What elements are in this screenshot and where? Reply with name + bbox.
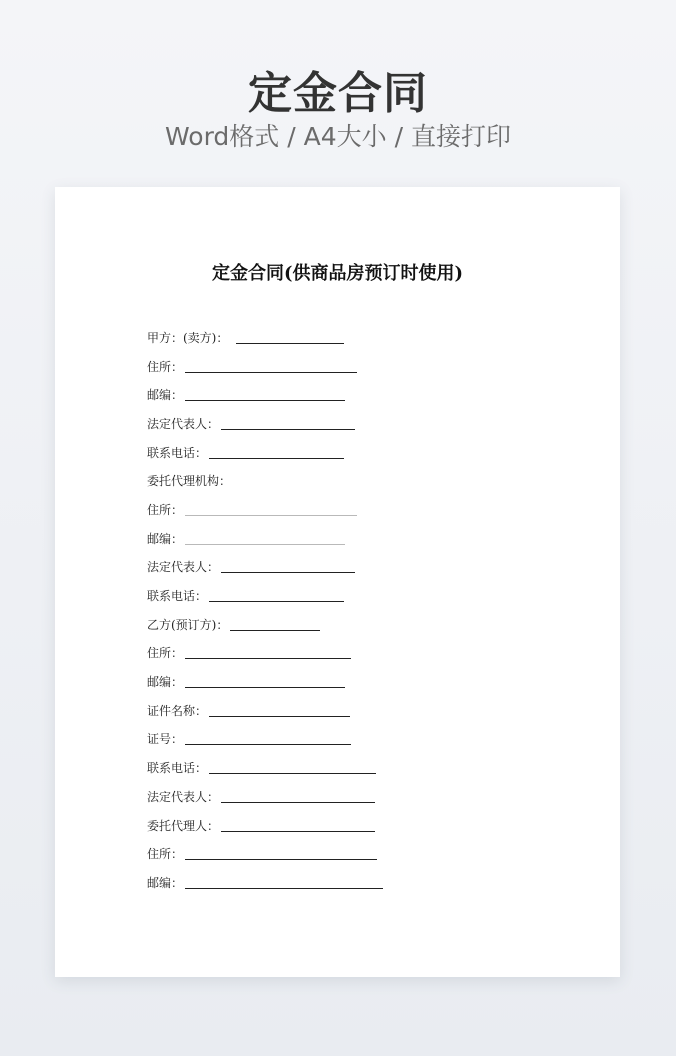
form-field [147, 380, 383, 409]
blank-line [185, 847, 377, 860]
blank-line [209, 704, 350, 717]
field-label: 法定代表人： [147, 789, 220, 804]
field-label: 委托代理人： [147, 818, 220, 833]
blank-line [221, 819, 375, 832]
blank-line [209, 446, 344, 459]
form-field [147, 667, 383, 696]
form-field [147, 409, 383, 438]
blank-line [221, 790, 375, 803]
blank-line [230, 618, 320, 631]
field-label: 甲方：(卖方)： [147, 330, 229, 345]
field-label: 邮编： [147, 675, 184, 690]
form-field [147, 782, 383, 811]
form-field [147, 495, 383, 524]
field-label: 乙方(预订方)： [147, 617, 229, 632]
field-label: 证件名称： [147, 703, 208, 718]
form-field [147, 466, 383, 495]
form-field [147, 753, 383, 782]
blank-line [185, 360, 357, 373]
field-label: 住所： [147, 359, 184, 374]
form-field-list [147, 323, 383, 897]
field-label: 法定代表人： [147, 416, 220, 431]
blank-line [185, 732, 351, 745]
blank-line [221, 560, 355, 573]
blank-line [185, 388, 345, 401]
field-label: 邮编： [147, 388, 184, 403]
form-field [147, 839, 383, 868]
document-page [55, 187, 620, 977]
page-title: 定金合同 [248, 68, 428, 119]
form-field [147, 868, 383, 897]
blank-line [209, 589, 344, 602]
blank-line [185, 532, 345, 545]
form-field [147, 352, 383, 381]
form-field [147, 438, 383, 467]
field-label: 联系电话： [147, 445, 208, 460]
field-label: 委托代理机构： [147, 474, 232, 489]
field-label: 证号： [147, 732, 184, 747]
field-label: 邮编： [147, 875, 184, 890]
form-field [147, 639, 383, 668]
document-title: 定金合同(供商品房预订时使用) [211, 263, 464, 284]
blank-line [185, 646, 351, 659]
form-field [147, 696, 383, 725]
form-field [147, 610, 383, 639]
field-label: 联系电话： [147, 589, 208, 604]
form-field [147, 323, 383, 352]
blank-line [221, 417, 355, 430]
field-label: 法定代表人： [147, 560, 220, 575]
field-label: 住所： [147, 646, 184, 661]
form-field [147, 811, 383, 840]
field-label: 邮编： [147, 531, 184, 546]
form-field [147, 581, 383, 610]
form-field [147, 524, 383, 553]
blank-line [185, 503, 357, 516]
form-field [147, 725, 383, 754]
page-subtitle: Word格式 / A4大小 / 直接打印 [165, 122, 511, 151]
blank-line [209, 761, 376, 774]
field-label: 住所： [147, 502, 184, 517]
blank-line [185, 876, 383, 889]
field-label: 联系电话： [147, 761, 208, 776]
blank-line [185, 675, 345, 688]
form-field [147, 553, 383, 582]
blank-line [236, 331, 344, 344]
field-label: 住所： [147, 847, 184, 862]
